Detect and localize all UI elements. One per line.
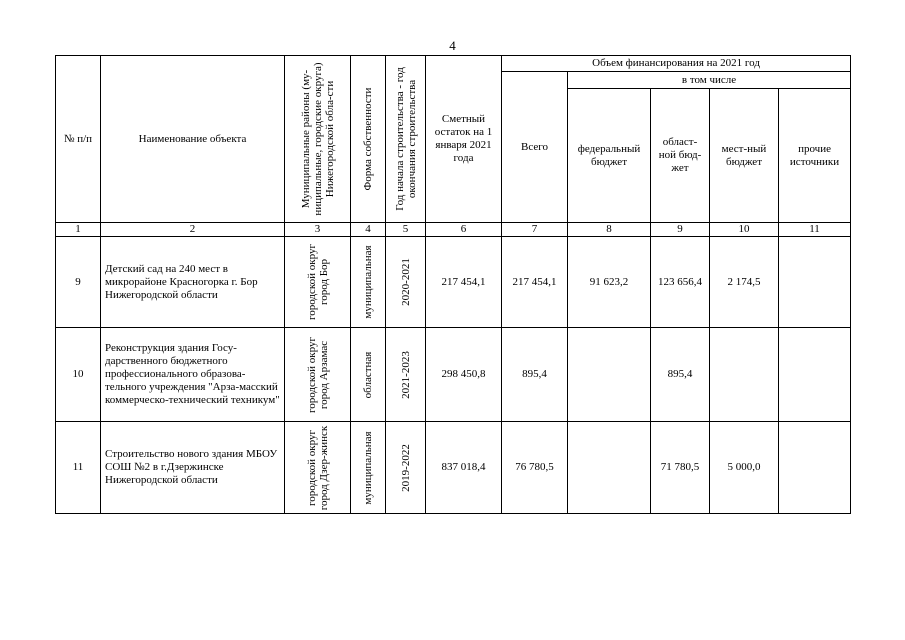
table-row [56,237,851,328]
row-other [779,237,851,328]
row-municipality [285,237,351,328]
row-other [779,422,851,514]
financing-table [55,55,851,514]
row-local: 2 174,5 [710,237,779,328]
col-number: 1 [56,223,101,237]
header-other: прочие источники [779,89,851,223]
row-ownership [351,328,386,422]
header-federal: федеральный бюджет [568,89,651,223]
row-years [386,422,426,514]
header-ownership [351,56,386,223]
header-including: в том числе [568,72,851,89]
row-years-text: 2020-2021 [399,258,412,306]
header-estimate: Сметный остаток на 1 января 2021 года [426,56,502,223]
col-number: 7 [502,223,568,237]
header-local: мест-ный бюджет [710,89,779,223]
row-name: Строительство нового здания МБОУ СОШ №2 в г.Дзержинске Нижегородской области [101,422,285,514]
header-municipality [285,56,351,223]
row-regional: 895,4 [651,328,710,422]
row-estimate: 837 018,4 [426,422,502,514]
row-municipality-text: городской округ город Арзамас [305,336,330,413]
header-years-text: Год начала строительства - год окончания строительства [393,67,418,211]
row-num: 10 [56,328,101,422]
header-name: Наименование объекта [101,56,285,223]
row-years [386,237,426,328]
col-number: 3 [285,223,351,237]
row-total: 895,4 [502,328,568,422]
table-row [56,422,851,514]
col-number: 11 [779,223,851,237]
header-ownership-text: Форма собственности [362,87,374,191]
col-number: 4 [351,223,386,237]
row-municipality-text: городской округ город Бор [305,243,330,321]
row-total: 76 780,5 [502,422,568,514]
col-number: 8 [568,223,651,237]
row-num: 11 [56,422,101,514]
page-number: 4 [449,38,456,53]
col-number: 10 [710,223,779,237]
header-municipality-text: Муниципальные районы (му-ниципальные, городские округа) Нижегородской обла-сти [299,62,336,216]
row-municipality [285,422,351,514]
row-other [779,328,851,422]
col-number: 2 [101,223,285,237]
row-federal [568,328,651,422]
row-municipality-text: городской округ город Дзер-жинск [305,425,330,510]
header-num: № п/п [56,56,101,223]
row-regional: 123 656,4 [651,237,710,328]
row-ownership [351,237,386,328]
row-name: Детский сад на 240 мест в микрорайоне Красногорка г. Бор Нижегородской области [101,237,285,328]
row-num: 9 [56,237,101,328]
row-ownership-text: муниципальная [362,430,374,505]
row-ownership-text: муниципальная [362,245,374,319]
row-local: 5 000,0 [710,422,779,514]
row-municipality [285,328,351,422]
row-ownership-text: областная [362,351,374,398]
header-total: Всего [502,72,568,223]
row-regional: 71 780,5 [651,422,710,514]
row-local [710,328,779,422]
row-name: Реконструкция здания Госу-дарственного бюджетного профессионального образова-тельного учреждения "Арза-масский коммерческо-технический техникум" [101,328,285,422]
row-ownership [351,422,386,514]
col-number: 9 [651,223,710,237]
row-estimate: 217 454,1 [426,237,502,328]
row-total: 217 454,1 [502,237,568,328]
header-years [386,56,426,223]
header-funding-group: Объем финансирования на 2021 год [502,56,851,72]
col-number: 6 [426,223,502,237]
row-years-text: 2021-2023 [399,350,412,399]
row-years-text: 2019-2022 [399,443,412,492]
col-number: 5 [386,223,426,237]
table-row [56,328,851,422]
row-estimate: 298 450,8 [426,328,502,422]
row-federal [568,422,651,514]
header-regional: област-ной бюд-жет [651,89,710,223]
row-years [386,328,426,422]
row-federal: 91 623,2 [568,237,651,328]
